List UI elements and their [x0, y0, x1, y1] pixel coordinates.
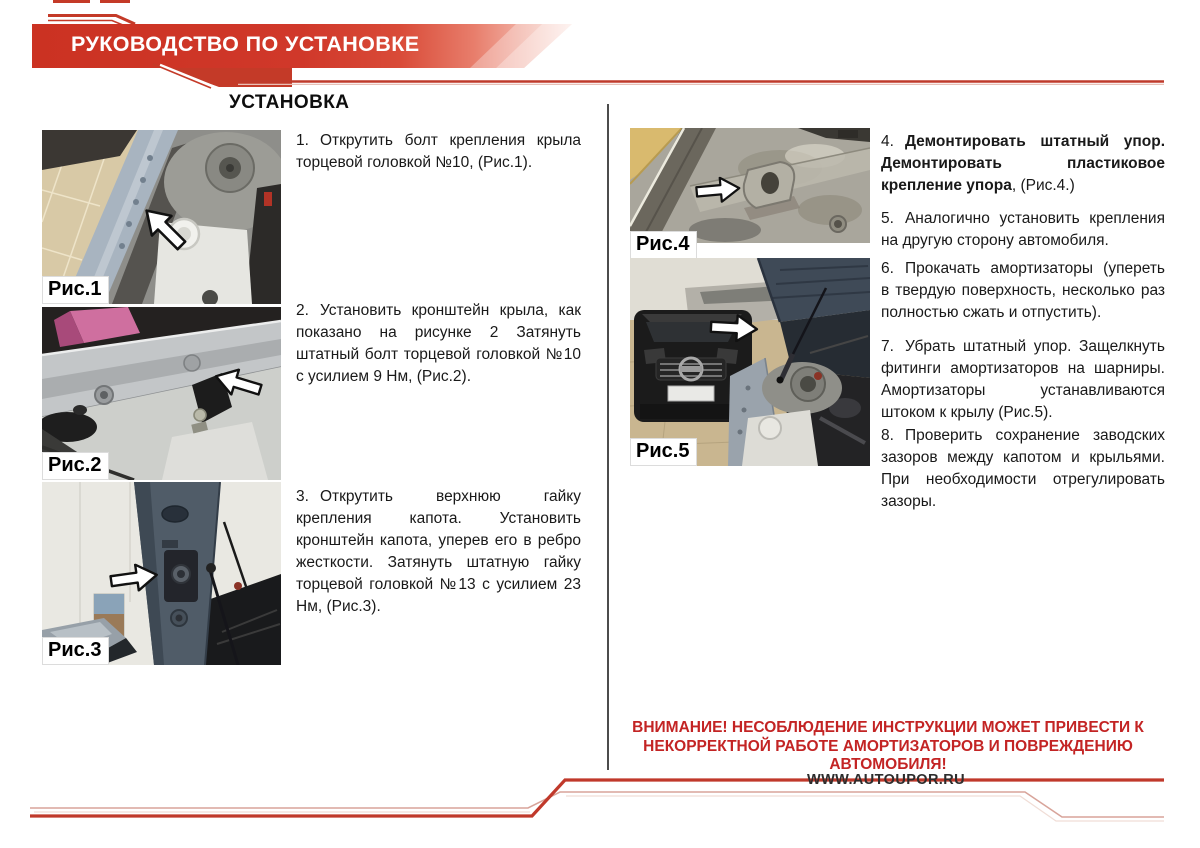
step-4-text: , (Рис.4.) — [1011, 177, 1075, 194]
step-5 — [881, 208, 1165, 252]
step-5-text: Аналогично установить крепления на другую сторону автомобиля. — [881, 210, 1165, 249]
step-3 — [296, 486, 581, 618]
step-1 — [296, 130, 581, 174]
step-3-text: Открутить верхнюю гайку крепления капота. Установить кронштейн капота, уперев его в ребро жесткости. Затянуть штатную гайку торцевой головкой №13 с усилием 23 Нм, (Рис.3). — [296, 488, 581, 615]
header-top-dashes-decoration — [53, 0, 130, 3]
step-7 — [881, 336, 1165, 424]
footer-decoration — [0, 755, 1200, 848]
section-title: УСТАНОВКА — [229, 92, 350, 113]
figure-2-label: Рис.2 — [42, 452, 109, 480]
step-3-number: 3. — [296, 488, 309, 505]
step-2 — [296, 300, 581, 388]
warning-line-1: ВНИМАНИЕ! НЕСОБЛЮДЕНИЕ ИНСТРУКЦИИ МОЖЕТ ПРИВЕСТИ К — [632, 719, 1144, 736]
step-4 — [881, 131, 1165, 197]
step-6-text: Прокачать амортизаторы (упереть в твердую поверхность, несколько раз полностью сжать и отпустить). — [881, 260, 1165, 321]
step-7-text: Убрать штатный упор. Защелкнуть фитинги амортизаторов на шарниры. Амортизаторы устанавливаются штоком к крылу (Рис.5). — [881, 338, 1165, 421]
figure-5 — [630, 258, 870, 466]
step-8-text: Проверить сохранение заводских зазоров между капотом и крыльями. При необходимости отрегулировать зазоры. — [881, 427, 1165, 510]
step-7-number: 7. — [881, 338, 894, 355]
warning-line-2: НЕКОРРЕКТНОЙ РАБОТЕ АМОРТИЗАТОРОВ И ПОВРЕЖДЕНИЮ — [643, 737, 1133, 755]
step-5-number: 5. — [881, 210, 894, 227]
website-text: WWW.AUTOUPOR.RU — [807, 772, 965, 788]
step-8 — [881, 425, 1165, 513]
figure-3 — [42, 482, 281, 665]
column-divider — [607, 104, 609, 770]
figure-5-label: Рис.5 — [630, 438, 697, 466]
step-8-number: 8. — [881, 427, 894, 444]
step-1-number: 1. — [296, 132, 309, 149]
figure-4-label: Рис.4 — [630, 231, 697, 259]
step-6 — [881, 258, 1165, 324]
figure-2 — [42, 307, 281, 480]
step-4-number: 4. — [881, 133, 894, 150]
warning-line-3: АВТОМОБИЛЯ! — [829, 756, 947, 773]
step-6-number: 6. — [881, 260, 894, 277]
header-banner-title: РУКОВОДСТВО ПО УСТАНОВКЕ — [71, 32, 420, 56]
step-2-number: 2. — [296, 302, 309, 319]
figure-4-photo — [630, 128, 870, 243]
figure-1 — [42, 130, 281, 304]
step-2-text: Установить кронштейн крыла, как показано на рисунке 2 Затянуть штатный болт торцевой головкой №10 с усилием 9 Нм, (Рис.2). — [296, 302, 581, 385]
figure-5-photo — [630, 258, 870, 466]
figure-3-label: Рис.3 — [42, 637, 109, 665]
figure-1-label: Рис.1 — [42, 276, 109, 304]
header-rule — [238, 82, 1164, 85]
step-1-text: Открутить болт крепления крыла торцевой головкой №10, (Рис.1). — [296, 132, 581, 171]
figure-4 — [630, 128, 870, 255]
step-4-text-bold: Демонтировать штатный упор. Демонтировать пластиковое крепление упора — [881, 133, 1165, 194]
